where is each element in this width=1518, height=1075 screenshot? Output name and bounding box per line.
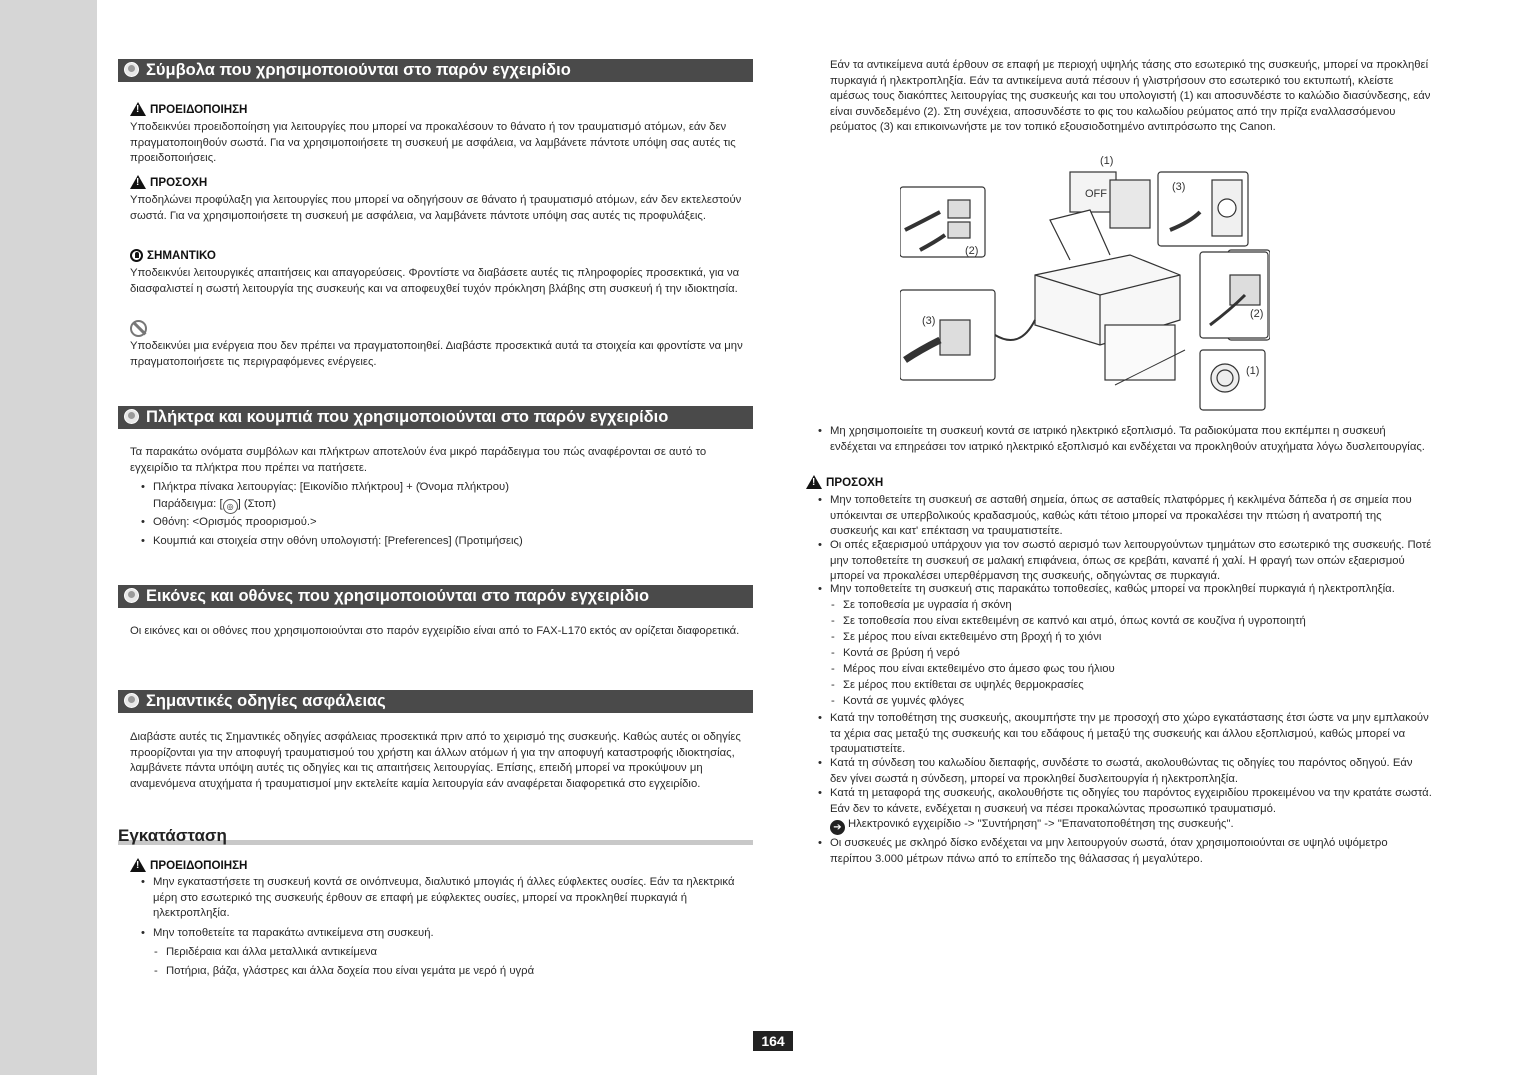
computer-box-shape (1110, 180, 1150, 228)
important-hand-icon (130, 249, 143, 262)
caution-label: ! ΠΡΟΣΟΧΗ (130, 175, 207, 189)
list-item: - Περιδέραια και άλλα μεταλλικά αντικείμενα (166, 945, 751, 961)
list-item: • Μην τοποθετείτε τα παρακάτω αντικείμενα στη συσκευή. (153, 926, 753, 942)
figure-callout-1: (1) (1100, 155, 1114, 167)
list-item: - Σε μέρος που είναι εκτεθειμένο στη βροχή ή το χιόνι (843, 630, 1433, 646)
safety-intro: Διαβάστε αυτές τις Σημαντικές οδηγίες ασφάλειας προσεκτικά πριν από το χειρισμό της συσκευής. Καθώς αυτές οι οδηγίες προορίζονται για την αποφυγή τραυματισμού του χρήστη και άλλων ατόμων ή για την αποφυγή καταστροφής ιδιοκτησίας, λαμβάνετε πάντα υπόψη αυτές τις οδηγίες και τις απαιτήσεις λειτουργίας. Επίσης, επειδή μπορεί να προκύψουν μη αναμενόμενα ατυχήματα ή τραυματισμοί μην εκτελείτε καμία λειτουργία εάν αναφέρεται διαφορετικά στο εγχειρίδιο. (130, 731, 741, 790)
caution-icon (806, 475, 822, 489)
list-item: - Σε τοποθεσία που είναι εκτεθειμένη σε καπνό και ατμό, όπως κοντά σε κουζίνα ή υγροποιητή (843, 614, 1433, 630)
section-header-keys (118, 406, 753, 429)
warning-description: Υποδεικνύει προειδοποίηση για λειτουργίες που μπορεί να προκαλέσουν το θάνατο ή τον τραυματισμό ατόμων, εάν δεν πραγματοποιηθούν σωστά. Για να χρησιμοποιήσετε τη συσκευή με ασφάλεια, να λαμβάνετε πάντοτε υπόψη σας αυτές τις προειδοποιήσεις. (130, 121, 736, 165)
prohibited-description: Υποδεικνύει μια ενέργεια που δεν πρέπει να πραγματοποιηθεί. Διαβάστε προσεκτικά αυτά τα στοιχεία και φροντίστε να μην πραγματοποιήσετε τις περιγραφόμενες ενέργειες. (130, 340, 743, 368)
figure-callout-3: (3) (922, 315, 936, 327)
keys-intro: Τα παρακάτω ονόματα συμβόλων και πλήκτρων αποτελούν ένα μικρό παράδειγμα του πώς αναφέρονται σε αυτό το εγχειρίδιο τα πλήκτρα που πρέπει να πατήσετε. (130, 446, 707, 474)
important-label: ΣΗΜΑΝΤΙΚΟ (130, 249, 216, 262)
off-label: OFF (1085, 188, 1107, 200)
warning-icon (130, 858, 146, 872)
figure-callout-3: (3) (1172, 181, 1186, 193)
list-item: • Οι οπές εξαερισμού υπάρχουν για τον σωστό αερισμό των λειτουργούντων τμημάτων στο εσωτερικό της συσκευής. Ποτέ μην τοποθετείτε τη συσκευή σε μαλακή επιφάνεια, όπως σε κρεβάτι, καναπέ ή χαλί. Η φραγή των οπών εξαερισμού μπορεί να προκαλέσει υπερθέρμανση της συσκευής, οδηγώντας σε πυρκαγιά. (830, 538, 1432, 585)
objects-warning-text: Εάν τα αντικείμενα αυτά έρθουν σε επαφή με περιοχή υψηλής τάσης στο εσωτερικό της συσκευής, μπορεί να προκληθεί πυρκαγιά ή ηλεκτροπληξία. Εάν τα αντικείμενα αυτά πέσουν ή γλιστρήσουν στο εσωτερικό του εκτυπωτή, κλείστε αμέσως τους διακόπτες λειτουργίας της συσκευής και του υπολογιστή (1) και αποσυνδέστε το καλώδιο διασύνδεσης, εάν είναι συνδεδεμένο (2). Στη συνέχεια, αποσυνδέστε το φις του καλωδίου ρεύματος από την πρίζα εναλλασσόμενου ρεύματος (3) και επικοινωνήστε με τον τοπικό εξουσιοδοτημένο αντιπρόσωπο της Canon. (830, 59, 1431, 134)
list-item: - Κοντά σε γυμνές φλόγες (843, 694, 1433, 710)
list-item: • Μη χρησιμοποιείτε τη συσκευή κοντά σε ιατρικό ηλεκτρικό εξοπλισμό. Τα ραδιοκύματα που εκπέμπει η συσκευή ενδέχεται να επηρεάσει τον ιατρικό ηλεκτρικό εξοπλισμό και ενδέχεται να προκληθούν ατυχήματα λόγω δυσλειτουργίας. (830, 424, 1432, 455)
list-item: - Σε τοποθεσία με υγρασία ή σκόνη (843, 598, 1433, 614)
section-header-safety (118, 690, 753, 713)
install-heading: Εγκατάσταση (118, 826, 227, 845)
list-item: - Σε μέρος που εκτίθεται σε υψηλές θερμοκρασίες (843, 678, 1433, 694)
section-bullet-icon (124, 693, 139, 708)
figure-callout-1: (1) (1246, 365, 1260, 377)
section-bullet-icon (124, 62, 139, 77)
list-item: • Μην τοποθετείτε τη συσκευή στις παρακάτω τοποθεσίες, καθώς μπορεί να προκληθεί πυρκαγιά ή ηλεκτροπληξία. (830, 582, 1432, 598)
figure-callout-2: (2) (1250, 308, 1264, 320)
section-header-images (118, 585, 753, 608)
key-example: Παράδειγμα: [ ◎ ] (Στοπ) (153, 497, 753, 514)
arrow-right-icon: ➔ (830, 820, 845, 835)
list-item: • Οθόνη: <Ορισμός προορισμού.> (153, 515, 753, 531)
section-bullet-icon (124, 409, 139, 424)
list-item: • Κατά την τοποθέτηση της συσκευής, ακουμπήστε την με προσοχή στο χώρο εγκατάστασης έτσι ώστε να μην εμπλακούν τα χέρια σας μεταξύ της συσκευής και του εδάφους ή μεταξύ της συσκευής και άλλου εξοπλισμού, καθώς μπορεί να τραυματιστείτε. (830, 711, 1432, 758)
list-item: - Ποτήρια, βάζα, γλάστρες και άλλα δοχεία που είναι γεμάτα με νερό ή υγρά (166, 964, 751, 980)
stop-key-icon: ◎ (223, 499, 238, 514)
list-item: • Κατά τη μεταφορά της συσκευής, ακολουθήστε τις οδηγίες του παρόντος εγχειριδίου προκειμένου να την κρατάτε σωστά. Εάν δεν το κάνετε, ενδέχεται η συσκευή να πέσει προκαλώντας προσωπικό τραυματισμό. (830, 786, 1432, 817)
list-item: • Οι συσκευές με σκληρό δίσκο ενδέχεται να μην λειτουργούν σωστά, όταν χρησιμοποιούνται σε υψηλό υψόμετρο περίπου 3.000 μέτρων πάνω από το επίπεδο της θάλασσας ή μεγαλύτερο. (830, 836, 1432, 867)
manual-link[interactable]: ➔ Ηλεκτρονικό εγχειρίδιο -> "Συντήρηση" -> "Επανατοποθέτηση της συσκευής". (830, 817, 1432, 835)
images-description: Οι εικόνες και οι οθόνες που χρησιμοποιούνται στο παρόν εγχειρίδιο είναι από το FAX-L170 εκτός αν ορίζεται διαφορετικά. (130, 625, 740, 637)
prohibited-icon (130, 320, 147, 337)
disconnect-power-figure (900, 150, 1270, 415)
section-title: Πλήκτρα και κουμπιά που χρησιμοποιούνται στο παρόν εγχειρίδιο (146, 408, 669, 426)
section-title: Εικόνες και οθόνες που χρησιμοποιούνται στο παρόν εγχειρίδιο (146, 587, 650, 605)
list-item: - Κοντά σε βρύση ή νερό (843, 646, 1433, 662)
page-margin-band (0, 0, 97, 1075)
important-description: Υποδεικνύει λειτουργικές απαιτήσεις και απαγορεύσεις. Φροντίστε να διαβάσετε αυτές τις πληροφορίες προσεκτικά, για να διασφαλιστεί η σωστή λειτουργία της συσκευής και να αποφευχθεί τυχόν πρόκληση βλάβης στη συσκευή ή την ιδιοκτησία. (130, 267, 740, 295)
caution-description: Υποδηλώνει προφύλαξη για λειτουργίες που μπορεί να οδηγήσουν σε θάνατο ή τραυματισμό ατόμων, εάν δεν εκτελεστούν σωστά. Για να χρησιμοποιήσετε τη συσκευή με ασφάλεια, να λαμβάνετε πάντοτε υπόψη σας αυτές τις προφυλάξεις. (130, 194, 742, 222)
list-item: - Μέρος που είναι εκτεθειμένο στο άμεσο φως του ήλιου (843, 662, 1433, 678)
caution-icon (130, 175, 146, 189)
list-item: • Κουμπιά και στοιχεία στην οθόνη υπολογιστή: [Preferences] (Προτιμήσεις) (153, 534, 753, 550)
section-header-symbols (118, 59, 753, 82)
warning-icon (130, 102, 146, 116)
page-number: 164 (753, 1031, 793, 1051)
list-item: • Πλήκτρα πίνακα λειτουργίας: [Εικονίδιο πλήκτρου] + (Όνομα πλήκτρου) (153, 480, 753, 496)
section-title: Σύμβολα που χρησιμοποιούνται στο παρόν εγχειρίδιο (146, 61, 571, 79)
section-title: Σημαντικές οδηγίες ασφάλειας (146, 692, 386, 710)
caution-label: ! ΠΡΟΣΟΧΗ (806, 475, 883, 489)
list-item: • Κατά τη σύνδεση του καλωδίου διεπαφής, συνδέστε το σωστά, ακολουθώντας τις οδηγίες του παρόντος οδηγού. Εάν δεν γίνει σωστά η σύνδεση, μπορεί να προκληθεί δυσλειτουργία ή ηλεκτροπληξία. (830, 756, 1432, 787)
install-warning-label: ! ΠΡΟΕΙΔΟΠΟΙΗΣΗ (130, 858, 247, 872)
list-item: • Μην εγκαταστήσετε τη συσκευή κοντά σε οινόπνευμα, διαλυτικό μπογιάς ή άλλες εύφλεκτες ουσίες. Εάν τα ηλεκτρικά μέρη στο εσωτερικό της συσκευής έρθουν σε επαφή με εύφλεκτες ουσίες, μπορεί να προκληθεί πυρκαγιά ή ηλεκτροπληξία. (153, 875, 753, 922)
list-item: • Μην τοποθετείτε τη συσκευή σε ασταθή σημεία, όπως σε ασταθείς πλατφόρμες ή κεκλιμένα δάπεδα ή σε σημεία που υπόκεινται σε υπερβολικούς κραδασμούς, καθώς κάτι τέτοιο μπορεί να προκαλέσει την πτώση ή ανατροπή της συσκευής και κατ' επέκταση να τραυματιστείτε. (830, 493, 1432, 540)
warning-label: ! ΠΡΟΕΙΔΟΠΟΙΗΣΗ (130, 102, 247, 116)
section-bullet-icon (124, 588, 139, 603)
figure-callout-2: (2) (965, 245, 979, 257)
